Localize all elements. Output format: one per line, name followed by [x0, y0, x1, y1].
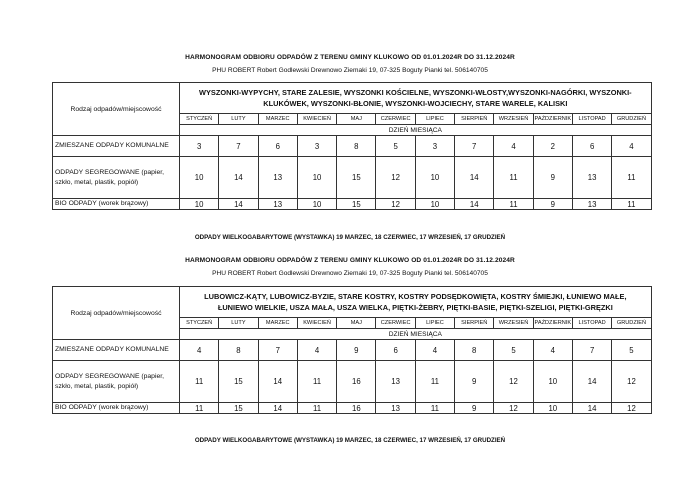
day-value-cell: 14 — [572, 403, 611, 414]
day-value-cell: 14 — [455, 199, 494, 210]
month-header: MARZEC — [258, 318, 297, 329]
day-value-cell: 4 — [180, 340, 219, 361]
day-value-cell: 8 — [219, 340, 258, 361]
day-value-cell: 10 — [533, 361, 572, 403]
table-row — [53, 157, 652, 199]
schedule-title: HARMONOGRAM ODBIORU ODPADÓW Z TERENU GMINY KLUKOWO OD 01.01.2024R DO 31.12.2024R — [185, 257, 515, 264]
day-value-cell: 15 — [219, 361, 258, 403]
month-header: SIERPIEŃ — [455, 114, 494, 125]
day-value-cell: 4 — [415, 340, 454, 361]
day-value-cell: 4 — [612, 136, 651, 157]
day-value-cell: 10 — [180, 199, 219, 210]
day-value-cell: 16 — [337, 361, 376, 403]
day-value-cell: 3 — [415, 136, 454, 157]
day-of-month-label: DZIEŃ MIESIĄCA — [180, 329, 652, 340]
day-value-cell: 12 — [494, 403, 533, 414]
month-header: KWIECIEŃ — [297, 114, 336, 125]
day-value-cell: 2 — [533, 136, 572, 157]
month-header: SIERPIEŃ — [455, 318, 494, 329]
corner-header: Rodzaj odpadów/miejscowość — [53, 287, 180, 340]
day-value-cell: 7 — [455, 136, 494, 157]
waste-type-label: BIO ODPADY (worek brązowy) — [53, 199, 180, 210]
day-value-cell: 3 — [180, 136, 219, 157]
day-value-cell: 5 — [494, 340, 533, 361]
day-value-cell: 4 — [297, 340, 336, 361]
month-header: WRZESIEŃ — [494, 114, 533, 125]
day-value-cell: 13 — [572, 199, 611, 210]
month-header: STYCZEŃ — [180, 318, 219, 329]
day-value-cell: 15 — [337, 157, 376, 199]
table-row — [53, 403, 652, 414]
month-header: GRUDZIEŃ — [612, 318, 651, 329]
waste-type-label: ZMIESZANE ODPADY KOMUNALNE — [53, 340, 180, 361]
day-value-cell: 6 — [376, 340, 415, 361]
month-header: CZERWIEC — [376, 114, 415, 125]
day-value-cell: 12 — [376, 199, 415, 210]
day-value-cell: 14 — [258, 403, 297, 414]
month-header: GRUDZIEŃ — [612, 114, 651, 125]
day-value-cell: 7 — [219, 136, 258, 157]
month-header: STYCZEŃ — [180, 114, 219, 125]
day-value-cell: 14 — [219, 199, 258, 210]
day-value-cell: 10 — [415, 157, 454, 199]
day-value-cell: 9 — [533, 199, 572, 210]
waste-type-label: BIO ODPADY (worek brązowy) — [53, 403, 180, 414]
corner-header: Rodzaj odpadów/miejscowość — [53, 83, 180, 136]
day-value-cell: 5 — [376, 136, 415, 157]
month-header: KWIECIEŃ — [297, 318, 336, 329]
schedule-title: HARMONOGRAM ODBIORU ODPADÓW Z TERENU GMINY KLUKOWO OD 01.01.2024R DO 31.12.2024R — [185, 54, 515, 61]
month-header: LISTOPAD — [572, 318, 611, 329]
day-value-cell: 14 — [258, 361, 297, 403]
month-header: LUTY — [219, 114, 258, 125]
month-header: PAŹDZIERNIK — [533, 114, 572, 125]
month-header: LUTY — [219, 318, 258, 329]
month-header: CZERWIEC — [376, 318, 415, 329]
day-value-cell: 11 — [415, 361, 454, 403]
day-value-cell: 6 — [258, 136, 297, 157]
table-row — [53, 340, 652, 361]
day-value-cell: 9 — [455, 403, 494, 414]
day-value-cell: 11 — [297, 403, 336, 414]
day-value-cell: 11 — [612, 199, 651, 210]
day-value-cell: 6 — [572, 136, 611, 157]
day-value-cell: 16 — [337, 403, 376, 414]
table-row — [53, 136, 652, 157]
day-value-cell: 11 — [180, 361, 219, 403]
places-header: LUBOWICZ-KĄTY, LUBOWICZ-BYZIE, STARE KOSTRY, KOSTRY PODSĘDKOWIĘTA, KOSTRY ŚMIEJKI, ŁUNIEWO MAŁE, ŁUNIEWO WIELKIE, USZA MAŁA, USZA WIELKA, PIĘTKI-ŻEBRY, PIĘTKI-BASIE, PIĘTKI-SZELIGI, PIĘTKI-GRĘZKI — [180, 287, 652, 318]
day-value-cell: 9 — [337, 340, 376, 361]
table-row — [53, 361, 652, 403]
day-value-cell: 9 — [455, 361, 494, 403]
month-header: MAJ — [337, 318, 376, 329]
month-header: MARZEC — [258, 114, 297, 125]
month-header: PAŹDZIERNIK — [533, 318, 572, 329]
day-value-cell: 15 — [337, 199, 376, 210]
day-value-cell: 7 — [572, 340, 611, 361]
day-value-cell: 11 — [297, 361, 336, 403]
day-value-cell: 12 — [494, 361, 533, 403]
day-value-cell: 8 — [455, 340, 494, 361]
day-value-cell: 13 — [572, 157, 611, 199]
day-value-cell: 13 — [258, 199, 297, 210]
day-value-cell: 12 — [376, 157, 415, 199]
day-value-cell: 14 — [572, 361, 611, 403]
bulky-waste-note: ODPADY WIELKOGABARYTOWE (WYSTAWKA) 19 MARZEC, 18 CZERWIEC, 17 WRZESIEŃ, 17 GRUDZIEŃ — [194, 437, 506, 444]
waste-type-label: ODPADY SEGREGOWANE (papier, szkło, metal, plastik, popiół) — [53, 157, 180, 199]
day-value-cell: 11 — [180, 403, 219, 414]
day-value-cell: 10 — [297, 199, 336, 210]
day-value-cell: 7 — [258, 340, 297, 361]
day-value-cell: 8 — [337, 136, 376, 157]
company-info: PHU ROBERT Robert Godlewski Drewnowo Ziemaki 19, 07-325 Boguty Pianki tel. 506140705 — [212, 270, 488, 277]
schedule-table — [52, 286, 652, 414]
day-value-cell: 5 — [612, 340, 651, 361]
day-of-month-label: DZIEŃ MIESIĄCA — [180, 125, 652, 136]
day-value-cell: 4 — [533, 340, 572, 361]
day-value-cell: 13 — [376, 403, 415, 414]
day-value-cell: 12 — [612, 403, 651, 414]
day-value-cell: 12 — [612, 361, 651, 403]
day-value-cell: 10 — [415, 199, 454, 210]
month-header: LIPIEC — [415, 318, 454, 329]
day-value-cell: 14 — [455, 157, 494, 199]
day-value-cell: 13 — [258, 157, 297, 199]
waste-type-label: ZMIESZANE ODPADY KOMUNALNE — [53, 136, 180, 157]
day-value-cell: 10 — [533, 403, 572, 414]
day-value-cell: 3 — [297, 136, 336, 157]
day-value-cell: 11 — [494, 199, 533, 210]
table-row — [53, 199, 652, 210]
month-header: WRZESIEŃ — [494, 318, 533, 329]
bulky-waste-note: ODPADY WIELKOGABARYTOWE (WYSTAWKA) 19 MARZEC, 18 CZERWIEC, 17 WRZESIEŃ, 17 GRUDZIEŃ — [194, 234, 506, 241]
day-value-cell: 10 — [297, 157, 336, 199]
month-header: LIPIEC — [415, 114, 454, 125]
day-value-cell: 13 — [376, 361, 415, 403]
month-header: MAJ — [337, 114, 376, 125]
day-value-cell: 10 — [180, 157, 219, 199]
day-value-cell: 11 — [415, 403, 454, 414]
month-header: LISTOPAD — [572, 114, 611, 125]
day-value-cell: 4 — [494, 136, 533, 157]
schedule-table — [52, 82, 652, 210]
day-value-cell: 9 — [533, 157, 572, 199]
day-value-cell: 14 — [219, 157, 258, 199]
places-header: WYSZONKI-WYPYCHY, STARE ZALESIE, WYSZONKI KOŚCIELNE, WYSZONKI-WŁOSTY,WYSZONKI-NAGÓRKI, WYSZONKI-KLUKÓWEK, WYSZONKI-BŁONIE, WYSZONKI-WOJCIECHY, STARE WARELE, KALISKI — [180, 83, 652, 114]
waste-type-label: ODPADY SEGREGOWANE (papier, szkło, metal, plastik, popiół) — [53, 361, 180, 403]
day-value-cell: 11 — [494, 157, 533, 199]
day-value-cell: 15 — [219, 403, 258, 414]
day-value-cell: 11 — [612, 157, 651, 199]
company-info: PHU ROBERT Robert Godlewski Drewnowo Ziemaki 19, 07-325 Boguty Pianki tel. 506140705 — [212, 67, 488, 74]
